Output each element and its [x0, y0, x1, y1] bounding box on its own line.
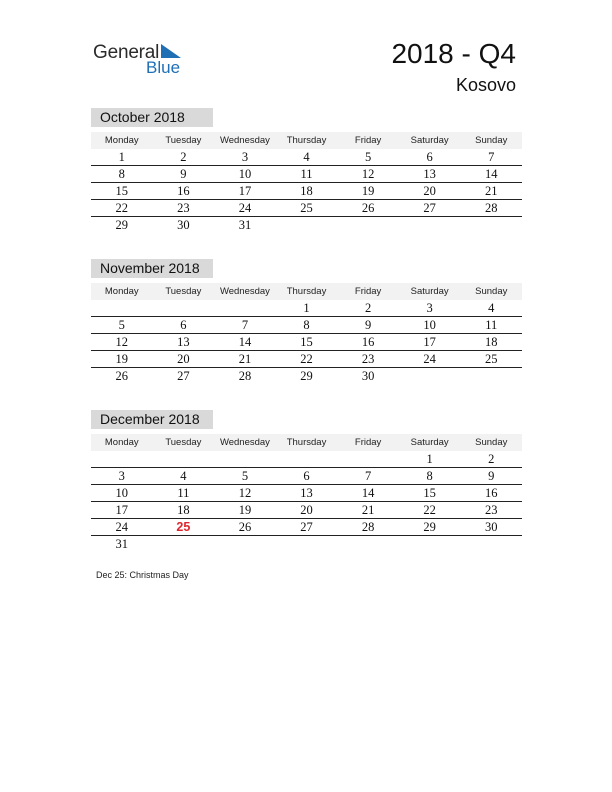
page-title: 2018 - Q4: [391, 38, 516, 69]
day-cell: 5: [364, 150, 372, 164]
day-cell: 1: [426, 452, 433, 466]
week-row: [91, 468, 522, 485]
weekday-header-row: [91, 283, 522, 300]
day-cell: 27: [300, 520, 313, 534]
day-cell: 3: [118, 469, 125, 483]
day-cell: [399, 217, 461, 233]
day-cell: 19: [361, 184, 375, 198]
day-cell: 14: [485, 167, 498, 181]
week-row: [91, 166, 522, 183]
day-cell: 18: [177, 503, 190, 517]
week-row: [91, 300, 522, 317]
day-cell: 26: [361, 201, 375, 215]
day-cell: 25: [176, 520, 191, 534]
day-cell: 24: [238, 201, 252, 215]
day-cell: 28: [238, 369, 252, 383]
day-cell: 10: [238, 167, 252, 181]
week-row: [91, 183, 522, 200]
day-cell: 22: [300, 352, 313, 366]
week-row: [91, 317, 522, 334]
day-cell: [399, 536, 461, 552]
weekday-label: Sunday: [475, 135, 508, 146]
day-cell: 20: [177, 352, 190, 366]
day-cell: 26: [238, 520, 252, 534]
day-cell: 29: [115, 218, 129, 232]
weekday-label: Tuesday: [165, 437, 202, 448]
day-cell: 24: [423, 352, 436, 366]
day-cell: 18: [300, 184, 313, 198]
day-cell: [460, 368, 522, 384]
day-cell: 3: [426, 301, 433, 315]
day-cell: 23: [361, 352, 375, 366]
month-block: [91, 108, 522, 233]
day-cell: 17: [423, 335, 436, 349]
day-cell: 8: [426, 469, 433, 483]
day-cell: 2: [488, 452, 495, 466]
day-cell: 30: [177, 218, 190, 232]
day-cell: 11: [177, 486, 190, 500]
weekday-label: Monday: [104, 135, 139, 146]
weekday-label: Friday: [354, 135, 382, 146]
day-cell: 16: [361, 335, 375, 349]
day-cell: [153, 300, 215, 316]
day-cell: 29: [300, 369, 313, 383]
day-cell: 1: [303, 301, 310, 315]
day-cell: 2: [364, 301, 372, 315]
day-cell: 25: [300, 201, 313, 215]
day-cell: [460, 217, 522, 233]
day-cell: 9: [180, 167, 187, 181]
day-cell: 30: [485, 520, 498, 534]
day-cell: 9: [364, 318, 372, 332]
day-cell: 26: [115, 369, 129, 383]
day-cell: [276, 451, 338, 467]
day-cell: [214, 536, 276, 552]
day-cell: [276, 217, 338, 233]
day-cell: 27: [177, 369, 190, 383]
day-cell: 14: [361, 486, 375, 500]
day-cell: 4: [180, 469, 187, 483]
day-cell: 4: [303, 150, 310, 164]
weekday-label: Saturday: [410, 437, 449, 448]
day-cell: 19: [238, 503, 252, 517]
day-cell: 7: [488, 150, 495, 164]
logo-text-general: General: [93, 42, 160, 63]
weekday-label: Wednesday: [219, 286, 270, 297]
day-cell: [337, 451, 399, 467]
day-cell: 15: [115, 184, 129, 198]
weekday-label: Thursday: [286, 286, 327, 297]
day-cell: 12: [238, 486, 252, 500]
weekday-label: Saturday: [410, 135, 449, 146]
weekday-label: Thursday: [286, 437, 327, 448]
week-row: [91, 149, 522, 166]
day-cell: 13: [177, 335, 190, 349]
day-cell: 4: [488, 301, 495, 315]
day-cell: 5: [241, 469, 249, 483]
day-cell: 12: [115, 335, 129, 349]
holiday-note: Dec 25: Christmas Day: [96, 570, 189, 580]
month-title: October 2018: [91, 108, 213, 127]
day-cell: 23: [485, 503, 498, 517]
day-cell: 7: [364, 469, 372, 483]
day-cell: 12: [361, 167, 375, 181]
weekday-label: Thursday: [286, 135, 327, 146]
day-cell: 20: [423, 184, 436, 198]
day-cell: 16: [485, 486, 498, 500]
country-name: Kosovo: [455, 75, 516, 95]
day-cell: [399, 368, 461, 384]
day-cell: 31: [115, 537, 129, 551]
day-cell: [91, 300, 153, 316]
weekday-header-row: [91, 132, 522, 149]
week-row: [91, 200, 522, 217]
day-cell: 3: [241, 150, 249, 164]
day-cell: 31: [238, 218, 252, 232]
day-cell: [91, 451, 153, 467]
day-cell: 25: [485, 352, 498, 366]
day-cell: 6: [426, 150, 433, 164]
day-cell: [337, 536, 399, 552]
weekday-label: Sunday: [475, 437, 508, 448]
day-cell: 21: [361, 503, 375, 517]
weekday-label: Wednesday: [219, 437, 270, 448]
day-cell: 7: [241, 318, 249, 332]
weekday-label: Friday: [354, 437, 382, 448]
day-cell: 24: [115, 520, 129, 534]
month-block: [91, 410, 522, 552]
weekday-label: Tuesday: [165, 135, 202, 146]
week-row: [91, 519, 522, 536]
day-cell: 11: [485, 318, 498, 332]
day-cell: [337, 217, 399, 233]
week-row: [91, 217, 522, 233]
day-cell: [276, 536, 338, 552]
day-cell: 28: [485, 201, 498, 215]
day-cell: 8: [303, 318, 310, 332]
day-cell: 15: [300, 335, 313, 349]
day-cell: 11: [300, 167, 313, 181]
brand-logo: [93, 42, 193, 78]
month-title: November 2018: [91, 259, 213, 278]
month-block: [91, 259, 522, 384]
day-cell: 6: [180, 318, 187, 332]
day-cell: 27: [423, 201, 436, 215]
day-cell: 23: [177, 201, 190, 215]
weekday-label: Tuesday: [165, 286, 202, 297]
day-cell: 6: [303, 469, 310, 483]
week-row: [91, 368, 522, 384]
day-cell: 8: [118, 167, 125, 181]
day-cell: 21: [485, 184, 498, 198]
month-title: December 2018: [91, 410, 213, 429]
day-cell: 30: [361, 369, 375, 383]
day-cell: 22: [423, 503, 436, 517]
day-cell: 16: [177, 184, 190, 198]
day-cell: [214, 300, 276, 316]
day-cell: [153, 451, 215, 467]
day-cell: 19: [115, 352, 129, 366]
day-cell: 2: [180, 150, 187, 164]
day-cell: [153, 536, 215, 552]
weekday-label: Monday: [104, 286, 139, 297]
day-cell: 1: [118, 150, 125, 164]
logo-text-blue: Blue: [146, 58, 181, 77]
day-cell: 13: [300, 486, 313, 500]
week-row: [91, 536, 522, 552]
week-row: [91, 485, 522, 502]
day-cell: 15: [423, 486, 436, 500]
day-cell: 20: [300, 503, 313, 517]
day-cell: 18: [485, 335, 498, 349]
day-cell: [460, 536, 522, 552]
week-row: [91, 451, 522, 468]
weekday-label: Friday: [354, 286, 382, 297]
day-cell: 10: [423, 318, 436, 332]
weekday-label: Saturday: [410, 286, 449, 297]
week-row: [91, 502, 522, 519]
day-cell: 22: [115, 201, 129, 215]
day-cell: 13: [423, 167, 436, 181]
weekday-label: Monday: [104, 437, 139, 448]
weekday-header-row: [91, 434, 522, 451]
day-cell: 21: [238, 352, 252, 366]
week-row: [91, 334, 522, 351]
week-row: [91, 351, 522, 368]
weekday-label: Wednesday: [219, 135, 270, 146]
day-cell: 28: [361, 520, 375, 534]
day-cell: 9: [488, 469, 495, 483]
day-cell: 5: [118, 318, 125, 332]
day-cell: 10: [115, 486, 129, 500]
day-cell: 14: [238, 335, 252, 349]
weekday-label: Sunday: [475, 286, 508, 297]
day-cell: [214, 451, 276, 467]
day-cell: 29: [423, 520, 436, 534]
day-cell: 17: [115, 503, 129, 517]
day-cell: 17: [238, 184, 252, 198]
